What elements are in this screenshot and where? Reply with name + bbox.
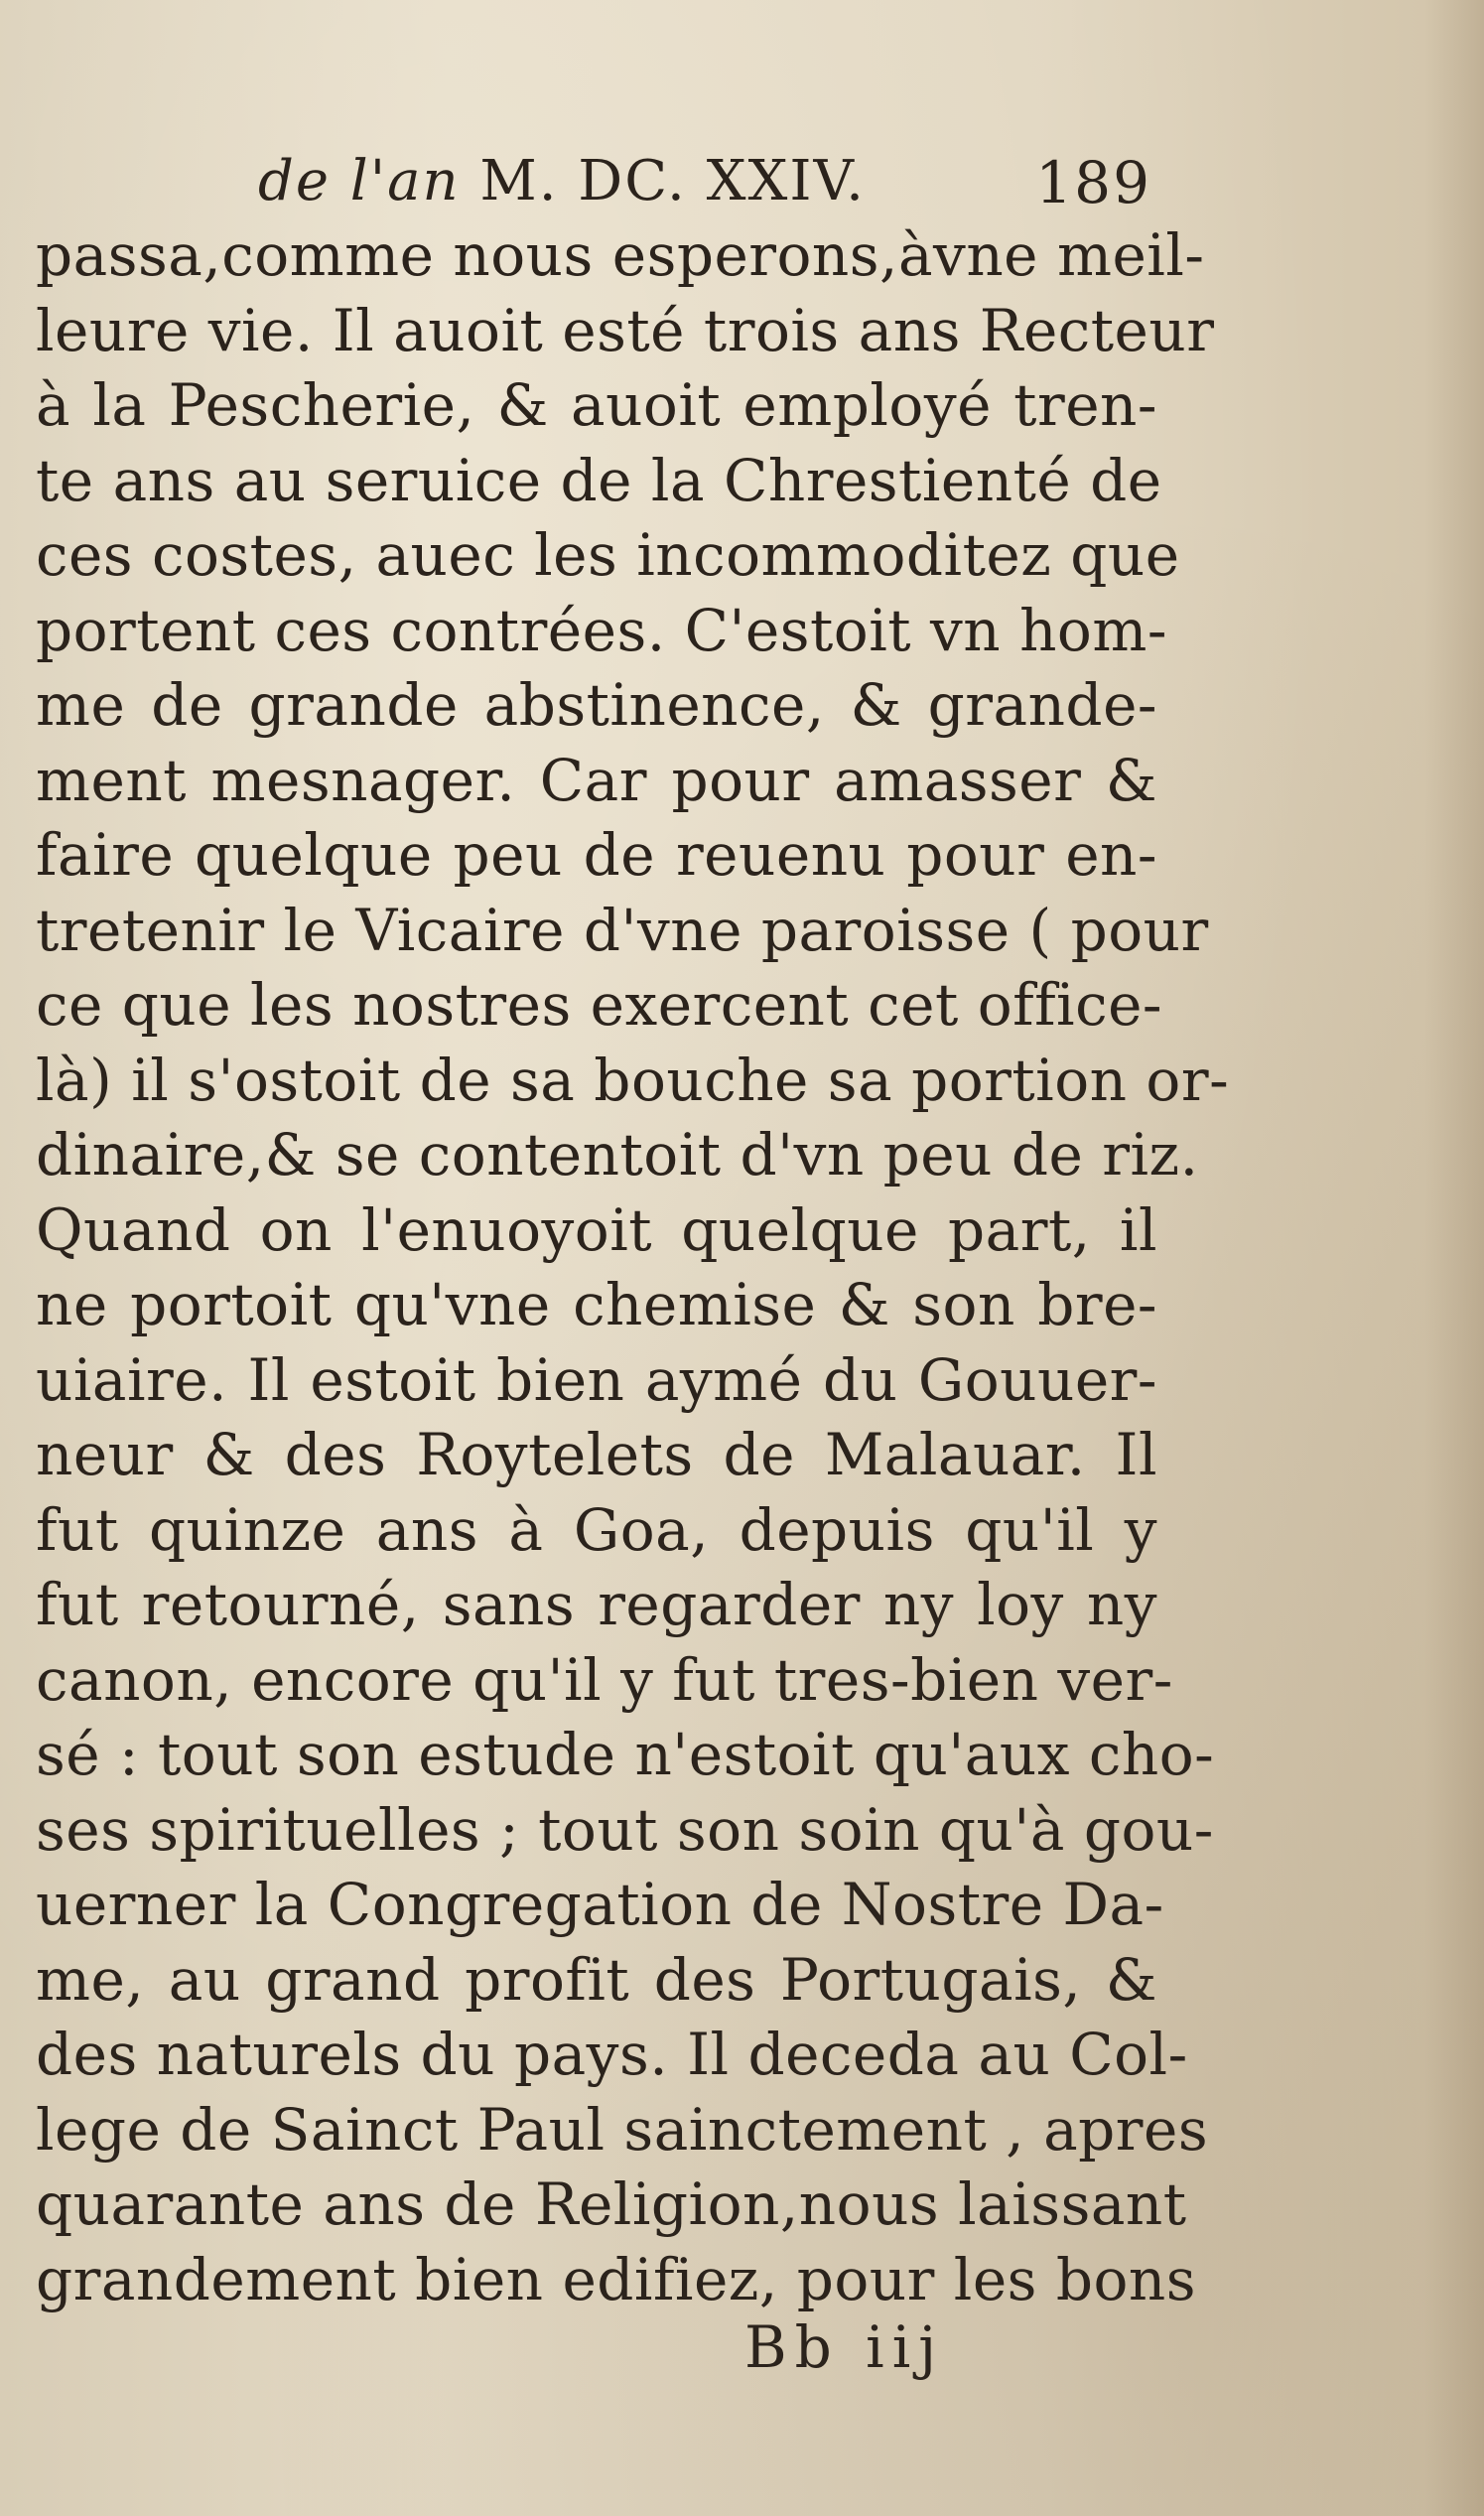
text-line: ces costes, auec les incommoditez que <box>36 521 1180 589</box>
running-title-year: M. DC. XXIV. <box>460 149 866 213</box>
text-line: uerner la Congregation de Nostre Da- <box>36 1871 1164 1938</box>
text-line: canon, encore qu'il y fut tres-bien ver- <box>36 1645 1173 1714</box>
text-line: quarante ans de Religion,nous laissant <box>36 2170 1187 2238</box>
running-title-italic: de l'an <box>258 149 461 213</box>
text-line: fut retourné, sans regarder ny loy ny <box>36 1571 1157 1638</box>
text-line: grandement bien edifiez, pour les bons <box>36 2245 1197 2313</box>
body-text <box>36 218 1230 2317</box>
text-line: te ans au seruice de la Chrestienté de <box>36 446 1162 514</box>
text-line: là) il s'ostoit de sa bouche sa portion or- <box>36 1046 1230 1114</box>
text-line: lege de Sainct Paul sainctement , apres <box>36 2095 1209 2164</box>
text-line: uiaire. Il estoit bien aymé du Gouuer- <box>36 1345 1157 1414</box>
text-line: ment mesnager. Car pour amasser & <box>36 746 1157 814</box>
text-line: sé : tout son estude n'estoit qu'aux cho- <box>36 1721 1215 1788</box>
text-line: fut quinze ans à Goa, depuis qu'il y <box>36 1495 1157 1564</box>
text-line: portent ces contrées. C'estoit vn hom- <box>36 596 1167 664</box>
text-line: dinaire,& se contentoit d'vn peu de riz. <box>36 1121 1199 1188</box>
text-line: à la Pescherie, & auoit employé tren- <box>36 371 1157 439</box>
page-header <box>258 149 1151 228</box>
text-line: ne portoit qu'vne chemise & son bre- <box>36 1271 1157 1338</box>
text-line: des naturels du pays. Il deceda au Col- <box>36 2021 1188 2088</box>
text-line: me de grande abstinence, & grande- <box>36 671 1157 739</box>
page-number: 189 <box>1035 149 1151 216</box>
text-line: ses spirituelles ; tout son soin qu'à gou- <box>36 1795 1214 1864</box>
text-line: me, au grand profit des Portugais, & <box>36 1945 1157 2014</box>
page-gutter-shadow <box>1424 0 1484 2516</box>
text-line: faire quelque peu de reuenu pour en- <box>36 821 1157 889</box>
text-line: passa,comme nous esperons,àvne meil- <box>36 221 1205 289</box>
signature-mark: Bb iij <box>744 2313 945 2381</box>
text-line: tretenir le Vicaire d'vne paroisse ( pour <box>36 896 1209 964</box>
running-title <box>258 149 866 213</box>
text-line: leure vie. Il auoit esté trois ans Recteur <box>36 296 1215 364</box>
text-line: neur & des Roytelets de Malauar. Il <box>36 1421 1157 1488</box>
text-line: Quand on l'enuoyoit quelque part, il <box>36 1195 1157 1264</box>
text-line: ce que les nostres exercent cet office- <box>36 971 1163 1039</box>
